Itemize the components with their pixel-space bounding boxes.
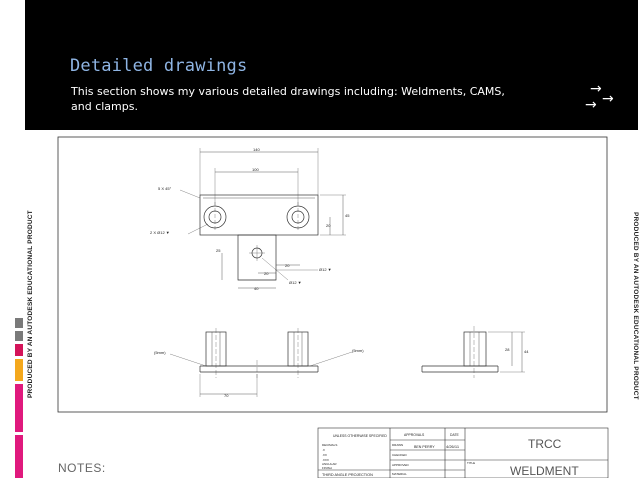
stem-hole (252, 248, 262, 258)
arrow-right-icon: → (590, 81, 602, 97)
side-post (464, 332, 486, 366)
accent-bar (15, 384, 23, 432)
tb-tol-4: ANGULAR (322, 462, 337, 466)
header-band (25, 0, 638, 130)
dim-inner-height: 20 (326, 223, 331, 228)
tb-projection: THIRD ANGLE PROJECTION (322, 473, 373, 477)
accent-bars (15, 318, 23, 478)
side-label-right: PRODUCED BY AN AUTODESK EDUCATIONAL PRODUCT (632, 212, 639, 400)
callout-hole-note: 2 X Ø12 ▼ (150, 230, 170, 235)
tb-tol-2: .XX (322, 453, 327, 457)
accent-bar (15, 435, 23, 478)
hole-right-outer (287, 206, 309, 228)
title-block (318, 428, 608, 478)
slide-body-text: This section shows my various detailed drawings including: Weldments, CAMS, and clamps. (71, 85, 505, 113)
title-block-text (322, 433, 579, 478)
top-view (180, 148, 346, 288)
tb-tol-5: FINISH (322, 466, 332, 470)
tb-drawn-label: DRAWN (392, 443, 404, 447)
dim-stem-height: 25 (216, 248, 221, 253)
tb-drawing-title: WELDMENT (510, 464, 579, 478)
side-label-left: PRODUCED BY AN AUTODESK EDUCATIONAL PRODUCT (27, 210, 34, 398)
side-view-labels (505, 347, 529, 354)
tb-tol-1: .X (322, 448, 325, 452)
callout-weld-right: (5mm) (352, 348, 364, 353)
dim-right-offset: 20 (285, 263, 290, 268)
dim-stem-offset: 40 (254, 286, 259, 291)
front-post-right (288, 332, 308, 366)
arrow-glyph-group (580, 82, 620, 112)
accent-bar (15, 318, 23, 328)
hole-left-outer (204, 206, 226, 228)
tb-tol-0: DECIMALS (322, 443, 338, 447)
top-view-stem (238, 235, 276, 280)
dim-height: 45 (345, 213, 350, 218)
accent-bar (15, 331, 23, 341)
callout-tap-note-2: Ø12 ▼ (289, 280, 302, 285)
top-view-plate (200, 195, 318, 235)
drawing-border (58, 137, 607, 412)
dim-hole-spacing: 100 (252, 167, 259, 172)
tb-tol-3: .XXX (322, 458, 329, 462)
callout-weld-left: (5mm) (154, 350, 166, 355)
callout-chamfer: 5 X 45° (158, 186, 172, 191)
dim-side-a: 28 (505, 347, 510, 352)
tb-approved-label: APPROVED (392, 463, 409, 467)
dim-overall-width: 140 (253, 147, 260, 152)
tb-drawn-by: BEN PERRY (414, 445, 435, 449)
slide-title: Detailed drawings (70, 56, 248, 76)
top-view-labels (150, 147, 350, 291)
tb-unless-note: UNLESS OTHERWISE SPECIFIED (333, 434, 387, 438)
accent-bar (15, 344, 23, 356)
front-view-labels (154, 348, 364, 398)
callout-tap-note: Ø12 ▼ (319, 267, 332, 272)
arrow-right-icon: → (602, 91, 614, 107)
tb-approvals: APPROVALS (404, 433, 425, 437)
dim-side-b: 44 (524, 349, 529, 354)
hole-left-inner (209, 211, 221, 223)
front-post-left (206, 332, 226, 366)
tb-date-label: DATE (450, 433, 459, 437)
arrow-right-icon: → (585, 97, 597, 113)
accent-bar (15, 359, 23, 381)
side-view (422, 326, 525, 378)
front-view (170, 328, 352, 397)
tb-material-label: MATERIAL (392, 472, 407, 476)
tb-drawn-date: 4/26/11 (446, 444, 460, 449)
tb-company: TRCC (528, 437, 562, 451)
hole-right-inner (292, 211, 304, 223)
dim-stem-width: 20 (264, 271, 269, 276)
notes-label: NOTES: (58, 461, 106, 475)
tb-title-label: TITLE (467, 461, 476, 465)
tb-checked-label: CHECKED (392, 453, 407, 457)
dim-base-width: 70 (224, 393, 229, 398)
